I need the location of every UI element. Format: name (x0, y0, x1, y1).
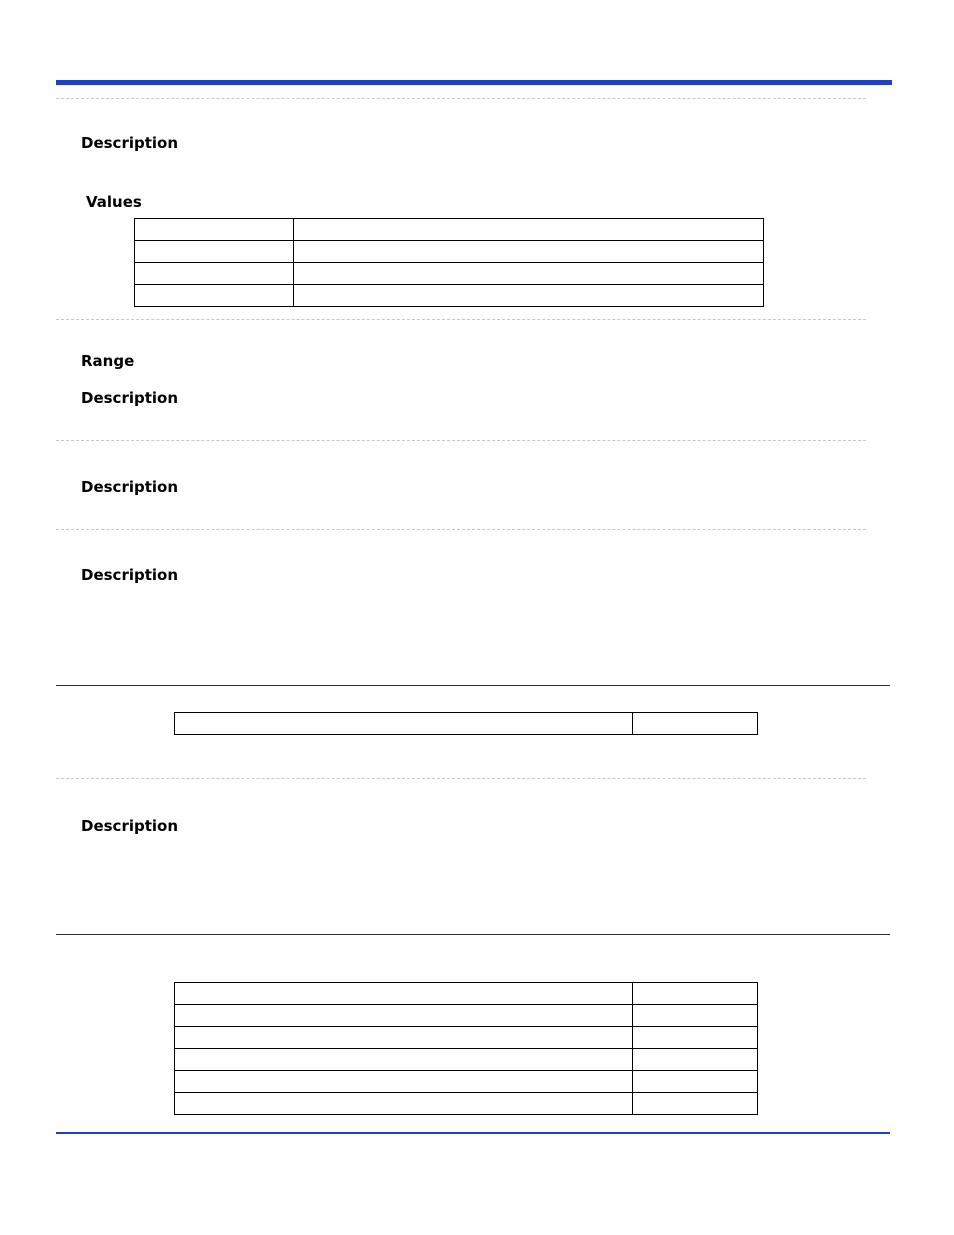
table-cell (633, 1093, 758, 1115)
table-cell (135, 285, 294, 307)
table-row (135, 241, 764, 263)
table-cell (135, 241, 294, 263)
table-cell (633, 1071, 758, 1093)
table-row (175, 1027, 758, 1049)
table-row (175, 713, 758, 735)
table-row (135, 263, 764, 285)
section-divider (56, 440, 866, 441)
description-heading: Description (81, 389, 179, 407)
section-divider (56, 529, 866, 530)
footer-accent-bar (56, 1132, 890, 1134)
values-heading: Values (86, 193, 142, 211)
section-divider (56, 778, 866, 779)
table-cell (135, 219, 294, 241)
table-row (135, 285, 764, 307)
section-divider (56, 98, 866, 99)
table-cell (175, 1027, 633, 1049)
table-cell (633, 1027, 758, 1049)
description-heading: Description (81, 134, 179, 152)
single-row-table (174, 712, 758, 735)
range-heading: Range (81, 352, 135, 370)
section-divider (56, 319, 866, 320)
table-cell (175, 1005, 633, 1027)
table-cell (175, 1071, 633, 1093)
table-cell (294, 241, 764, 263)
table-cell (175, 1093, 633, 1115)
table-cell (175, 713, 633, 735)
table-top-rule (56, 934, 890, 935)
description-heading: Description (81, 566, 179, 584)
table-cell (633, 713, 758, 735)
description-heading: Description (81, 478, 179, 496)
table-row (135, 219, 764, 241)
table-cell (175, 983, 633, 1005)
table-row (175, 1071, 758, 1093)
table-cell (633, 983, 758, 1005)
table-cell (135, 263, 294, 285)
table-row (175, 983, 758, 1005)
values-table (134, 218, 764, 307)
table-row (175, 1093, 758, 1115)
bottom-table (174, 982, 758, 1115)
description-heading: Description (81, 817, 179, 835)
header-accent-bar (56, 80, 892, 85)
table-cell (633, 1005, 758, 1027)
table-cell (633, 1049, 758, 1071)
table-cell (175, 1049, 633, 1071)
table-top-rule (56, 685, 890, 686)
table-cell (294, 285, 764, 307)
table-cell (294, 219, 764, 241)
table-cell (294, 263, 764, 285)
table-row (175, 1049, 758, 1071)
table-row (175, 1005, 758, 1027)
